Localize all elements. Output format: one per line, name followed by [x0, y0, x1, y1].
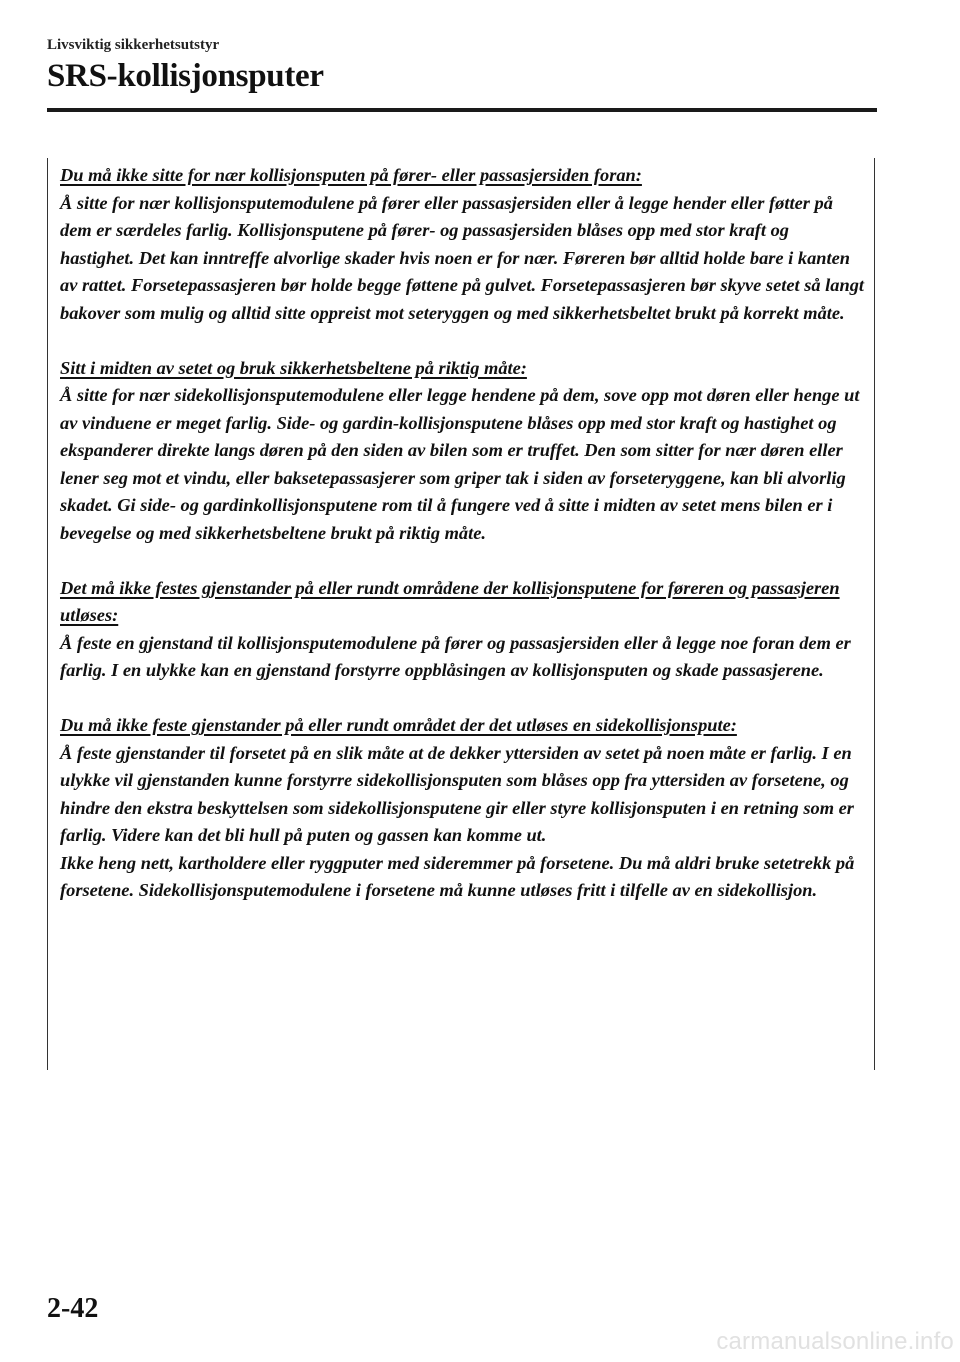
page-number: 2-42 [47, 1293, 99, 1324]
section-label: Livsviktig sikkerhetsutstyr [47, 37, 220, 53]
warning-paragraph: Å feste gjenstander til forsetet på en slik måte at de dekker yttersiden av setet på noen måte er farlig. I en ulykke vil gjenstanden kunne forstyrre sidekollisjonsputen som blåses opp fra yttersiden av forsetene, og hindre den ekstra beskyttelsen som sidekollisjonsputene gir eller styre kollisjonsputen i en retning som er farlig. Videre kan det bli hull på puten og gassen kan komme ut. [60, 742, 854, 845]
warning-content [60, 162, 866, 905]
warning-block-side-airbags [60, 355, 866, 548]
title-rule [47, 108, 877, 112]
warning-heading: Du må ikke sitte for nær kollisjonsputen på fører- eller passasjersiden foran: [60, 165, 642, 185]
page-title: SRS-kollisjonsputer [47, 58, 324, 94]
warning-heading: Det må ikke festes gjenstander på eller rundt områdene der kollisjonsputene for føreren og passasjeren utløses: [60, 577, 840, 625]
warning-block-front-objects [60, 575, 866, 685]
warning-paragraph: Å sitte for nær sidekollisjonsputemodulene eller legge hendene på dem, sove opp mot døren eller henge ut av vinduene er meget farlig. Side- og gardin-kollisjonsputene blåses opp med stor kraft og hastighet og ekspanderer direkte langs døren på den siden av bilen som er truffet. Den som sitter for nær døren eller lener seg mot et vindu, eller baksetepassasjerer som griper tak i siden av forseteryggene, kan bli alvorlig skadet. Gi side- og gardinkollisjonsputene rom til å fungere ved å sitte i midten av setet mens bilen er i bevegelse og med sikkerhetsbeltene brukt på riktig måte. [60, 385, 860, 543]
watermark: carmanualsonline.info [716, 1328, 954, 1355]
warning-heading: Sitt i midten av setet og bruk sikkerhetsbeltene på riktig måte: [60, 357, 527, 378]
page-header [47, 36, 877, 96]
warning-heading: Du må ikke feste gjenstander på eller rundt området der det utløses en sidekollisjonspute: [60, 715, 737, 735]
warning-paragraph: Å feste en gjenstand til kollisjonsputemodulene på fører og passasjersiden eller å legge noe foran dem er farlig. I en ulykke kan en gjenstand forstyrre oppblåsingen av kollisjonsputen og skade passasjerene. [60, 632, 851, 680]
warning-block-seating-distance [60, 162, 866, 327]
warning-paragraph: Å sitte for nær kollisjonsputemodulene på fører eller passasjersiden eller å legge hender eller føtter på dem er særdeles farlig. Kollisjonsputene på fører- og passasjersiden blåses opp med stor kraft og hastighet. Det kan inntreffe alvorlige skader hvis noen er for nær. Føreren bør alltid holde bare i kanten av rattet. Forsetepassasjeren bør holde begge føttene på gulvet. Forsetepassasjeren bør skyve setet så langt bakover som mulig og alltid sitte oppreist mot seteryggen og med sikkerhetsbeltet brukt på korrekt måte. [60, 192, 865, 323]
warning-block-side-objects [60, 712, 866, 905]
warning-paragraph: Ikke heng nett, kartholdere eller ryggputer med sideremmer på forsetene. Du må aldri bruke setetrekk på forsetene. Sidekollisjonsputemodulene i forsetene må kunne utløses fritt i tilfelle av en sidekollisjon. [60, 852, 855, 900]
